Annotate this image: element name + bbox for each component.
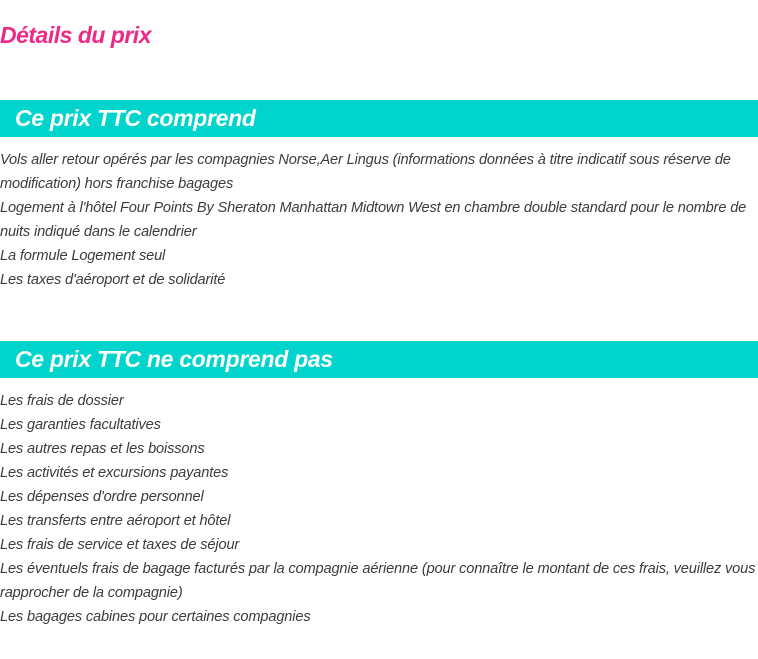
excluded-item: Les frais de service et taxes de séjour xyxy=(0,537,240,553)
page-title: Détails du prix xyxy=(0,22,151,48)
excluded-section xyxy=(0,341,758,629)
excluded-heading: Ce prix TTC ne comprend pas xyxy=(15,346,333,372)
included-item: Logement à l'hôtel Four Points By Sheraton Manhattan Midtown West en chambre double standard pour le nombre de nuits indiqué dans le calendrier xyxy=(0,200,747,240)
excluded-item: Les dépenses d'ordre personnel xyxy=(0,489,204,505)
excluded-item: Les bagages cabines pour certaines compagnies xyxy=(0,609,311,625)
excluded-heading-band xyxy=(0,341,758,378)
included-item: Les taxes d'aéroport et de solidarité xyxy=(0,272,226,288)
included-heading-band xyxy=(0,100,758,137)
excluded-item: Les frais de dossier xyxy=(0,393,124,409)
excluded-item: Les activités et excursions payantes xyxy=(0,465,229,481)
included-section xyxy=(0,100,758,292)
excluded-item: Les autres repas et les boissons xyxy=(0,441,205,457)
included-item: Vols aller retour opérés par les compagnies Norse,Aer Lingus (informations données à titre indicatif sous réserve de modification) hors franchise bagages xyxy=(0,152,731,192)
included-list xyxy=(0,148,758,292)
included-heading: Ce prix TTC comprend xyxy=(15,105,256,131)
excluded-list xyxy=(0,389,758,629)
included-item: La formule Logement seul xyxy=(0,248,166,264)
excluded-item: Les garanties facultatives xyxy=(0,417,161,433)
excluded-item: Les éventuels frais de bagage facturés par la compagnie aérienne (pour connaître le montant de ces frais, veuillez vous rapprocher de la compagnie) xyxy=(0,561,756,601)
excluded-item: Les transferts entre aéroport et hôtel xyxy=(0,513,231,529)
